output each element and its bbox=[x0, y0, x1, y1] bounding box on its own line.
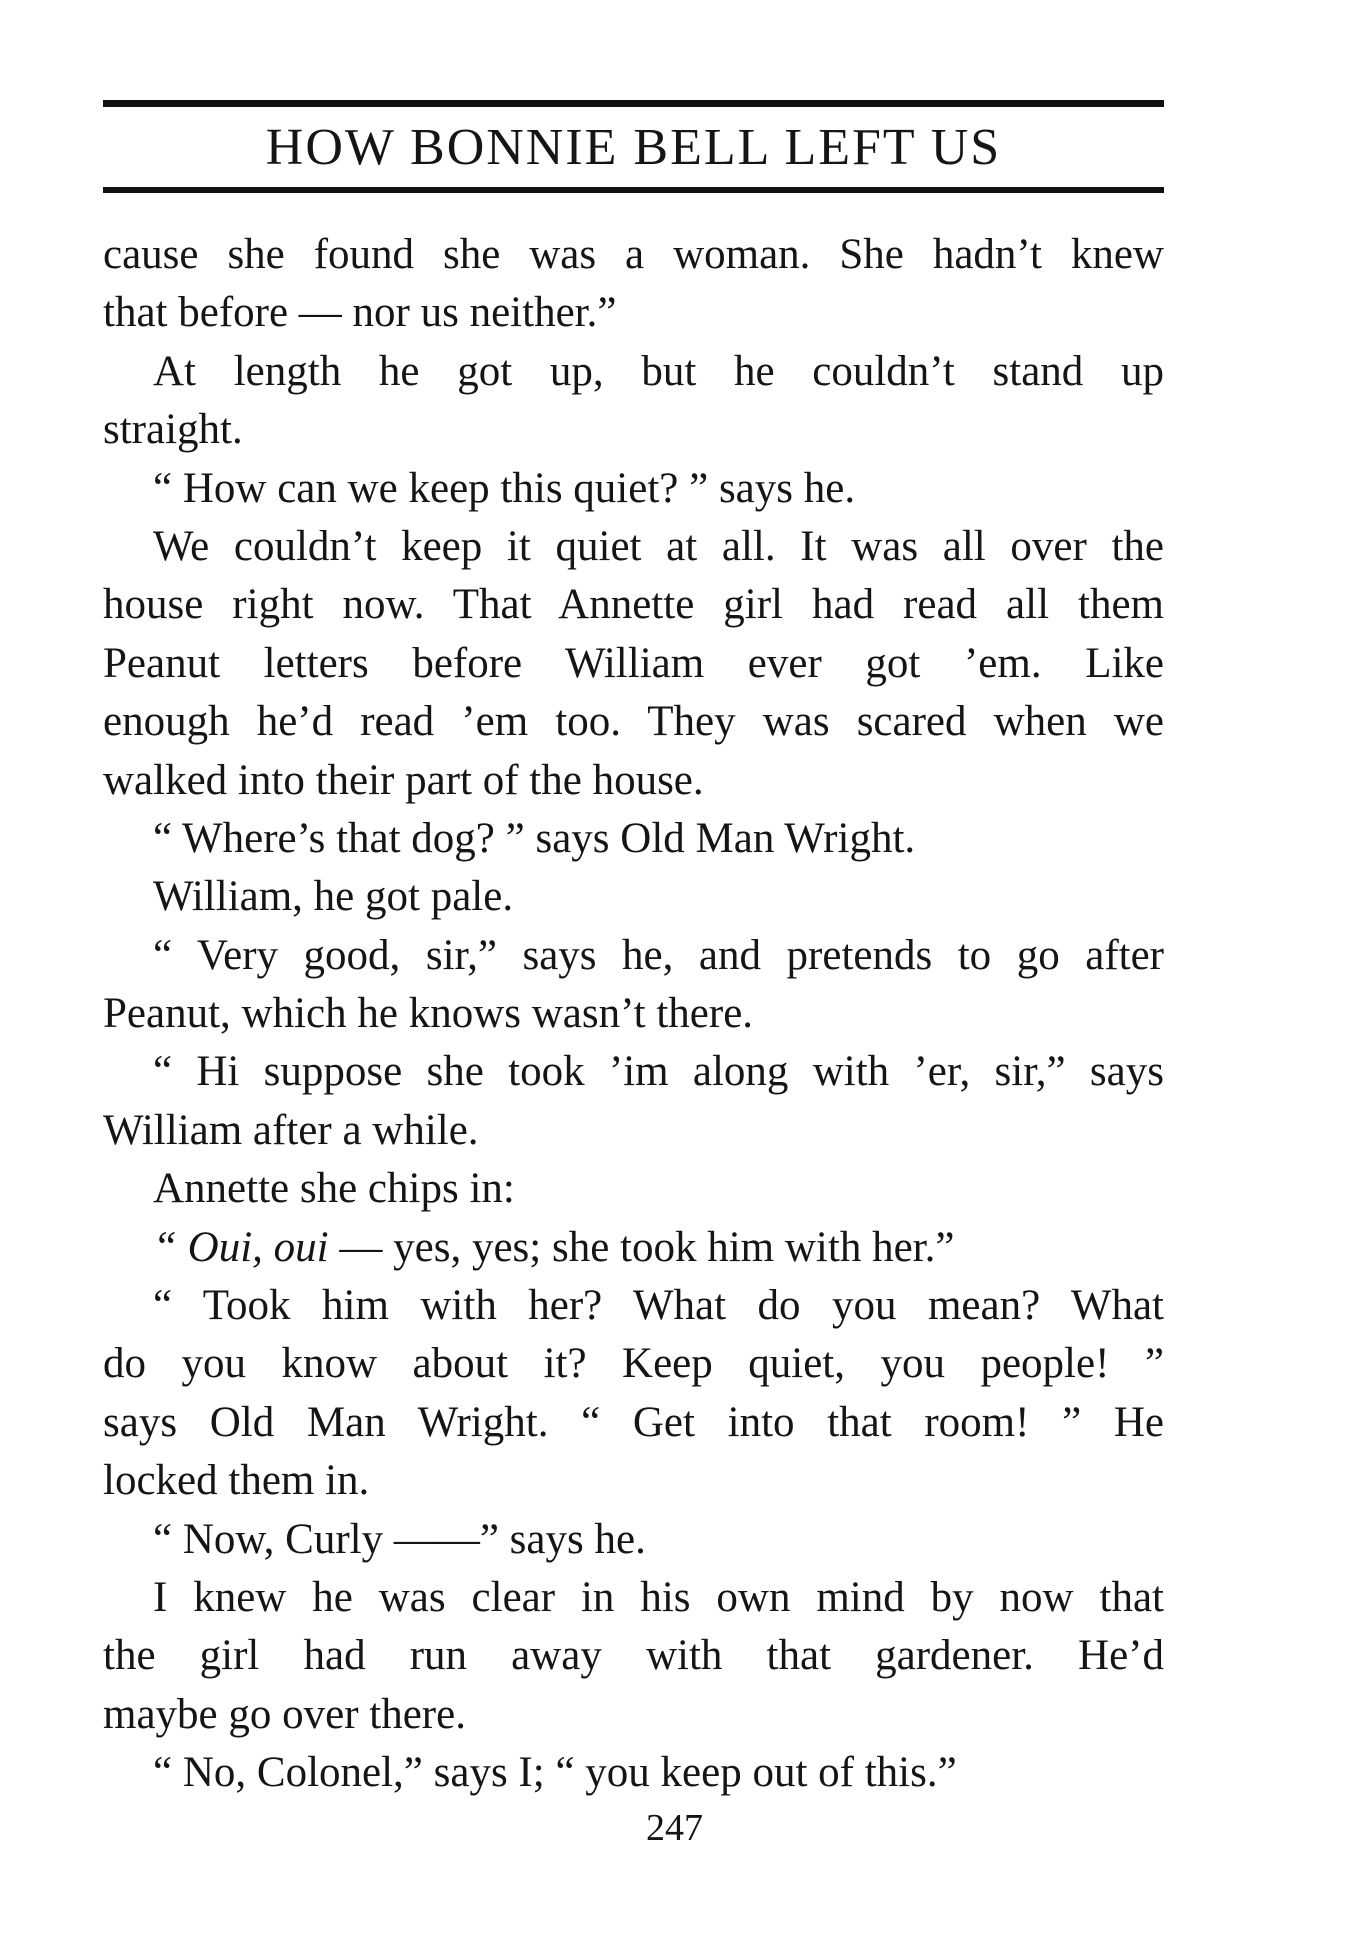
text-line: maybe go over there. bbox=[103, 1690, 466, 1738]
page-number: 247 bbox=[646, 1807, 703, 1849]
text-line: that before — nor us neither.” bbox=[103, 289, 617, 337]
text-line: house right now. That Annette girl had read all them bbox=[103, 581, 1164, 629]
text-line: William, he got pale. bbox=[153, 873, 514, 921]
text-line: enough he’d read ’em too. They was scared when we bbox=[103, 698, 1164, 746]
text-line: cause she found she was a woman. She hadn’t knew bbox=[103, 231, 1164, 278]
text-line: “ Where’s that dog? ” says Old Man Wright. bbox=[153, 814, 916, 862]
text-line: “ Took him with her? What do you mean? What bbox=[153, 1282, 1164, 1330]
running-head: HOW BONNIE BELL LEFT US bbox=[265, 119, 1002, 176]
text-line: Peanut letters before William ever got ’em. Like bbox=[103, 639, 1164, 687]
text-line: Peanut, which he knows wasn’t there. bbox=[103, 990, 754, 1038]
text-line: Annette she chips in: bbox=[153, 1165, 515, 1213]
text-line: says Old Man Wright. “ Get into that room! ” He bbox=[103, 1398, 1164, 1446]
text-line: “ No, Colonel,” says I; “ you keep out of this.” bbox=[153, 1749, 957, 1797]
header-rule-top bbox=[103, 100, 1164, 107]
body-text bbox=[103, 226, 1164, 1803]
italic-phrase: “ Oui, oui bbox=[153, 1223, 340, 1271]
text-line: We couldn’t keep it quiet at all. It was all over the bbox=[153, 522, 1164, 570]
text-line: walked into their part of the house. bbox=[103, 756, 704, 804]
text-line: I knew he was clear in his own mind by now that bbox=[153, 1573, 1164, 1621]
text-line: “ Hi suppose she took ’im along with ’er, sir,” says bbox=[153, 1048, 1164, 1096]
text-line: do you know about it? Keep quiet, you people! ” bbox=[103, 1340, 1164, 1388]
text-line: straight. bbox=[103, 406, 243, 454]
text-line-italic-start bbox=[103, 1219, 1164, 1277]
text-line: “ Very good, sir,” says he, and pretends to go after bbox=[153, 931, 1164, 979]
text-line: At length he got up, but he couldn’t stand up bbox=[153, 347, 1164, 395]
text-line: William after a while. bbox=[103, 1106, 479, 1154]
text-line: the girl had run away with that gardener. He’d bbox=[103, 1632, 1164, 1680]
header-rule-bottom bbox=[103, 187, 1164, 193]
text-line: “ Now, Curly ——” says he. bbox=[153, 1515, 646, 1563]
text-line-rest: — yes, yes; she took him with her.” bbox=[339, 1223, 955, 1271]
text-line: “ How can we keep this quiet? ” says he. bbox=[153, 464, 856, 512]
text-line: locked them in. bbox=[103, 1457, 370, 1505]
